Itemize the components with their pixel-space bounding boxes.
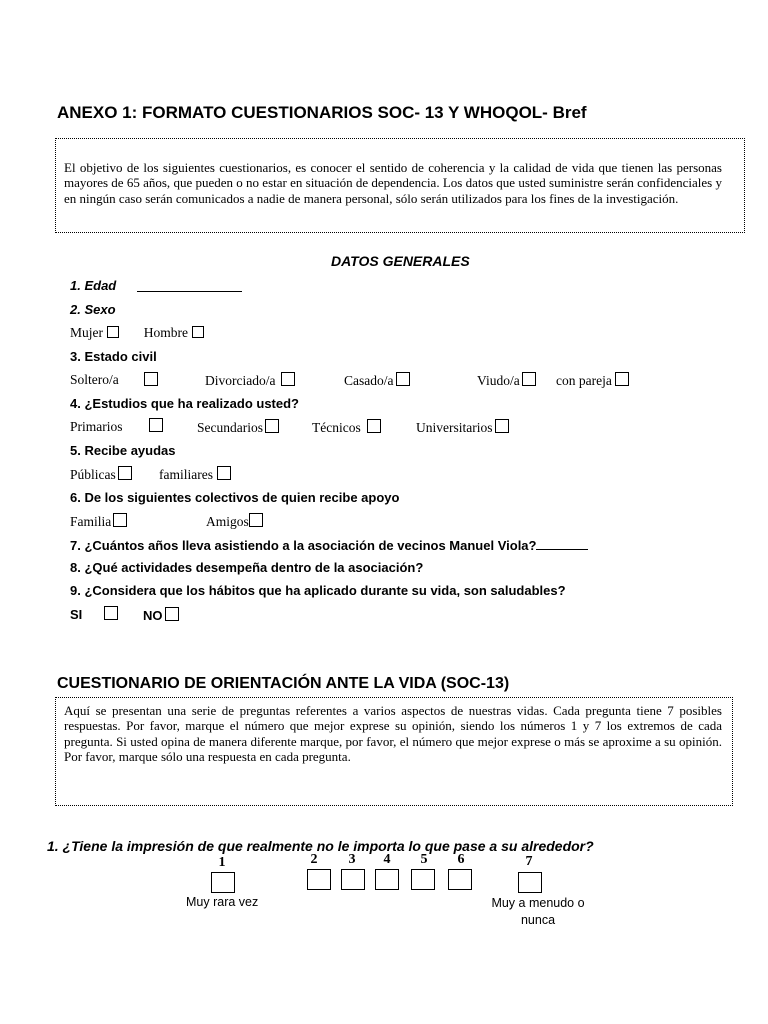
option-mujer-label: Mujer bbox=[70, 325, 103, 340]
option-viudo-label: Viudo/a bbox=[477, 373, 520, 388]
checkbox-si[interactable] bbox=[104, 606, 118, 620]
checkbox-con-pareja[interactable] bbox=[615, 372, 629, 386]
option-viudo bbox=[477, 372, 536, 389]
question-habitos: 9. ¿Considera que los hábitos que ha aplicado durante su vida, son saludables? bbox=[70, 583, 566, 598]
soc13-title: CUESTIONARIO DE ORIENTACIÓN ANTE LA VIDA (SOC-13) bbox=[57, 675, 510, 692]
option-amigos bbox=[206, 513, 263, 530]
scale-number-7: 7 bbox=[525, 854, 533, 869]
option-universitarios bbox=[416, 419, 509, 436]
checkbox-familiares[interactable] bbox=[217, 466, 231, 480]
question-estudios: 4. ¿Estudios que ha realizado usted? bbox=[70, 396, 299, 411]
option-soltero bbox=[70, 372, 119, 388]
checkbox-secundarios[interactable] bbox=[265, 419, 279, 433]
scale-number-5: 5 bbox=[420, 852, 428, 867]
section-heading-datos-generales: DATOS GENERALES bbox=[331, 253, 470, 269]
checkbox-primarios[interactable] bbox=[149, 418, 163, 432]
scale-number-1: 1 bbox=[218, 855, 226, 870]
checkbox-no[interactable] bbox=[165, 607, 179, 621]
sexo-options bbox=[70, 325, 204, 341]
anos-input-line[interactable] bbox=[536, 537, 588, 550]
option-secundarios-label: Secundarios bbox=[197, 420, 263, 435]
question-anos-asociacion-label: 7. ¿Cuántos años lleva asistiendo a la asociación de vecinos Manuel Viola? bbox=[70, 538, 537, 553]
question-colectivos: 6. De los siguientes colectivos de quien recibe apoyo bbox=[70, 490, 400, 505]
option-tecnicos-label: Técnicos bbox=[312, 420, 361, 435]
question-edad bbox=[70, 278, 116, 293]
option-casado-label: Casado/a bbox=[344, 373, 394, 388]
checkbox-familia[interactable] bbox=[113, 513, 127, 527]
option-primarios bbox=[70, 419, 123, 435]
scale-number-2: 2 bbox=[310, 852, 318, 867]
checkbox-casado[interactable] bbox=[396, 372, 410, 386]
option-hombre-label: Hombre bbox=[143, 325, 188, 340]
option-no-label: NO bbox=[143, 608, 163, 623]
option-primarios-label: Primarios bbox=[70, 419, 123, 434]
soc13-question-1: 1. ¿Tiene la impresión de que realmente no le importa lo que pase a su alrededor? bbox=[47, 838, 594, 854]
checkbox-divorciado[interactable] bbox=[281, 372, 295, 386]
option-familia-label: Familia bbox=[70, 514, 112, 529]
page-title: ANEXO 1: FORMATO CUESTIONARIOS SOC- 13 Y WHOQOL- Bref bbox=[57, 103, 587, 122]
option-familiares bbox=[159, 466, 231, 483]
scale-box-7[interactable] bbox=[518, 872, 542, 893]
scale-box-1[interactable] bbox=[211, 872, 235, 893]
scale-box-2[interactable] bbox=[307, 869, 331, 890]
scale-number-4: 4 bbox=[383, 852, 391, 867]
option-universitarios-label: Universitarios bbox=[416, 420, 493, 435]
scale-box-5[interactable] bbox=[411, 869, 435, 890]
option-publicas bbox=[70, 466, 132, 483]
question-sexo: 2. Sexo bbox=[70, 302, 116, 317]
scale-box-3[interactable] bbox=[341, 869, 365, 890]
checkbox-publicas[interactable] bbox=[118, 466, 132, 480]
checkbox-tecnicos[interactable] bbox=[367, 419, 381, 433]
checkbox-viudo[interactable] bbox=[522, 372, 536, 386]
scale-low-label: Muy rara vez bbox=[186, 895, 259, 909]
scale-box-6[interactable] bbox=[448, 869, 472, 890]
option-familia bbox=[70, 513, 127, 530]
option-familiares-label: familiares bbox=[159, 467, 213, 482]
option-secundarios bbox=[197, 419, 279, 436]
option-tecnicos bbox=[312, 419, 381, 436]
option-casado bbox=[344, 372, 410, 389]
option-amigos-label: Amigos bbox=[206, 514, 249, 529]
option-no bbox=[143, 607, 179, 623]
option-si-label: SI bbox=[70, 607, 83, 622]
question-actividades: 8. ¿Qué actividades desempeña dentro de la asociación? bbox=[70, 560, 424, 575]
question-ayudas: 5. Recibe ayudas bbox=[70, 443, 176, 458]
option-divorciado bbox=[205, 372, 295, 389]
option-con-pareja bbox=[556, 372, 629, 389]
option-publicas-label: Públicas bbox=[70, 467, 116, 482]
intro-text: El objetivo de los siguientes cuestionarios, es conocer el sentido de coherencia y la calidad de vida que tienen las personas mayores de 65 años, que pueden o no estar en situación de dependencia. Los datos que usted suministre serán confidenciales y en ningún caso serán comunicados a nadie de manera personal, sólo serán utilizados para los fines de la investigación. bbox=[64, 160, 722, 206]
soc13-instructions-text: Aquí se presentan una serie de preguntas referentes a varios aspectos de nuestras vidas. Cada pregunta tiene 7 posibles respuestas. Por favor, marque el número que mejor exprese su opinión, siendo los números 1 y 7 los extremos de cada pregunta. Si usted opina de manera diferente marque, por favor, el número que mejor exprese o más se aproxime a su opinión. Por favor, marque sólo una respuesta en cada pregunta. bbox=[64, 703, 722, 764]
checkbox-amigos[interactable] bbox=[249, 513, 263, 527]
question-edad-label: 1. Edad bbox=[70, 278, 117, 293]
checkbox-universitarios[interactable] bbox=[495, 419, 509, 433]
edad-input-line[interactable] bbox=[137, 291, 242, 292]
option-divorciado-label: Divorciado/a bbox=[205, 373, 276, 388]
question-estado-civil: 3. Estado civil bbox=[70, 349, 157, 364]
scale-high-label: Muy a menudo o nunca bbox=[491, 896, 585, 927]
checkbox-hombre[interactable] bbox=[192, 326, 204, 338]
option-si bbox=[70, 607, 82, 622]
checkbox-soltero[interactable] bbox=[144, 372, 158, 386]
option-soltero-label: Soltero/a bbox=[70, 372, 119, 387]
option-con-pareja-label: con pareja bbox=[556, 373, 612, 388]
checkbox-mujer[interactable] bbox=[107, 326, 119, 338]
scale-number-6: 6 bbox=[457, 852, 465, 867]
scale-box-4[interactable] bbox=[375, 869, 399, 890]
question-anos-asociacion bbox=[70, 537, 588, 553]
scale-number-3: 3 bbox=[348, 852, 356, 867]
